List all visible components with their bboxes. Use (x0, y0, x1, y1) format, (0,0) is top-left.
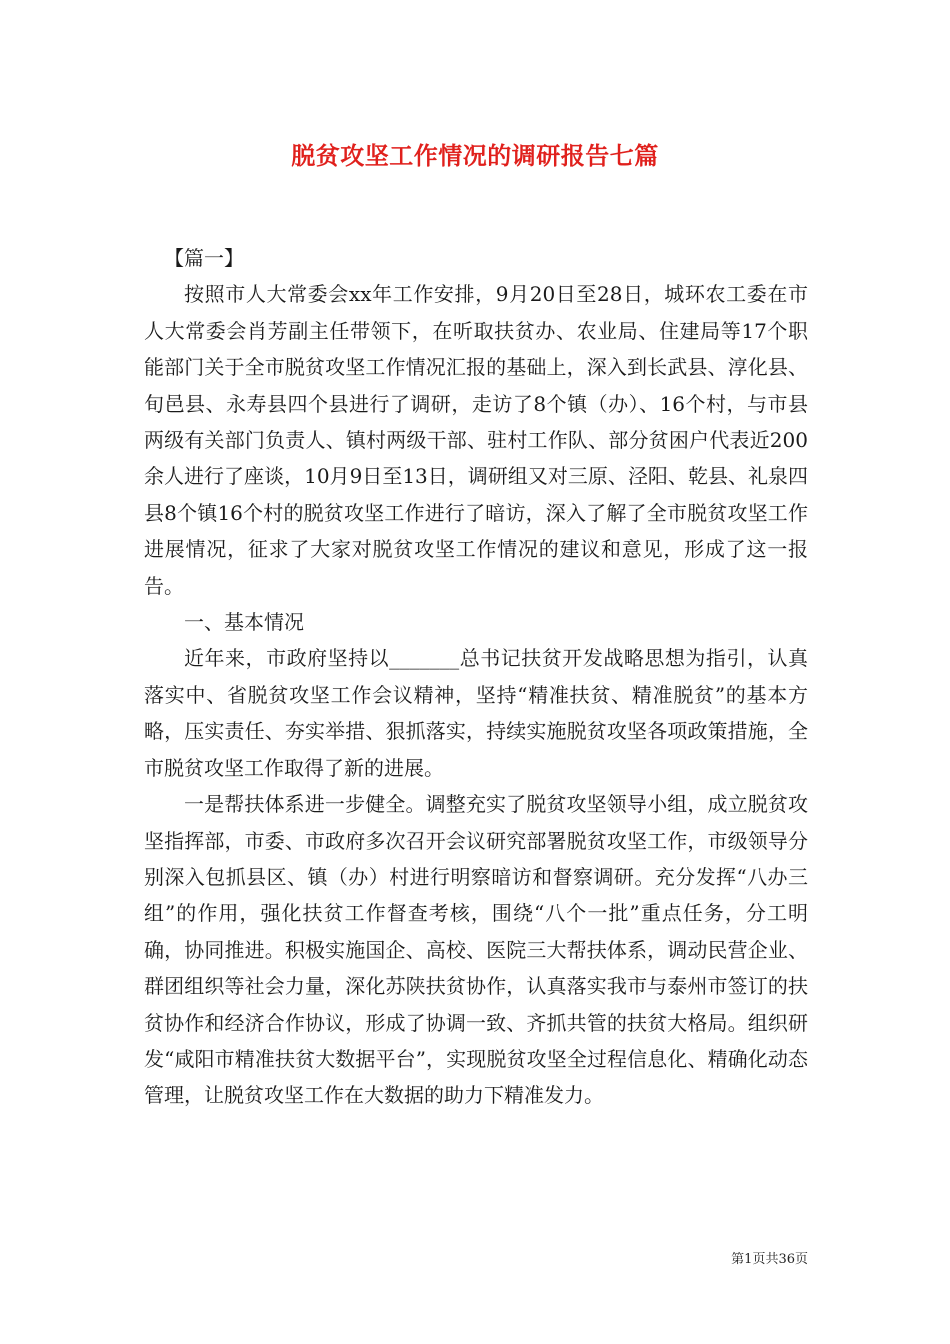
section-label: 【篇一】 (164, 246, 244, 270)
page-number: 第1页共36页 (731, 1252, 808, 1267)
paragraph-support-system: 一是帮扶体系进一步健全。调整充实了脱贫攻坚领导小组，成立脱贫攻坚指挥部，市委、市政府多次召开会议研究部署脱贫攻坚工作，市级领导分别深入包抓县区、镇（办）村进行明察暗访和督察调研。充分发挥“八办三组”的作用，强化扶贫工作督查考核，围绕“八个一批”重点任务，分工明确，协同推进。积极实施国企、高校、医院三大帮扶体系，调动民营企业、群团组织等社会力量，深化苏陕扶贫协作，认真落实我市与泰州市签订的扶贫协作和经济合作协议，形成了协调一致、齐抓共管的扶贫大格局。组织研发“咸阳市精准扶贫大数据平台”，实现脱贫攻坚全过程信息化、精确化动态管理，让脱贫攻坚工作在大数据的助力下精准发力。 (144, 792, 808, 1108)
document-title: 脱贫攻坚工作情况的调研报告七篇 (291, 141, 659, 170)
section-heading: 一、基本情况 (184, 610, 304, 635)
paragraph-overview: 近年来，市政府坚持以_______总书记扶贫开发战略思想为指引，认真落实中、省脱贫攻坚工作会议精神，坚持“精准扶贫、精准脱贫”的基本方略，压实责任、夯实举措、狠抓落实，持续实施脱贫攻坚各项政策措施，全市脱贫攻坚工作取得了新的进展。 (144, 646, 808, 780)
document-body (144, 240, 808, 1114)
paragraph-intro: 按照市人大常委会xx年工作安排，9月20日至28日，城环农工委在市人大常委会肖芳副主任带领下，在听取扶贫办、农业局、住建局等17个职能部门关于全市脱贫攻坚工作情况汇报的基础上，深入到长武县、淳化县、旬邑县、永寿县四个县进行了调研，走访了8个镇（办）、16个村，与市县两级有关部门负责人、镇村两级干部、驻村工作队、部分贫困户代表近200余人进行了座谈，10月9日至13日，调研组又对三原、泾阳、乾县、礼泉四县8个镇16个村的脱贫攻坚工作进行了暗访，深入了解了全市脱贫攻坚工作进展情况，征求了大家对脱贫攻坚工作情况的建议和意见，形成了这一报告。 (144, 282, 808, 598)
